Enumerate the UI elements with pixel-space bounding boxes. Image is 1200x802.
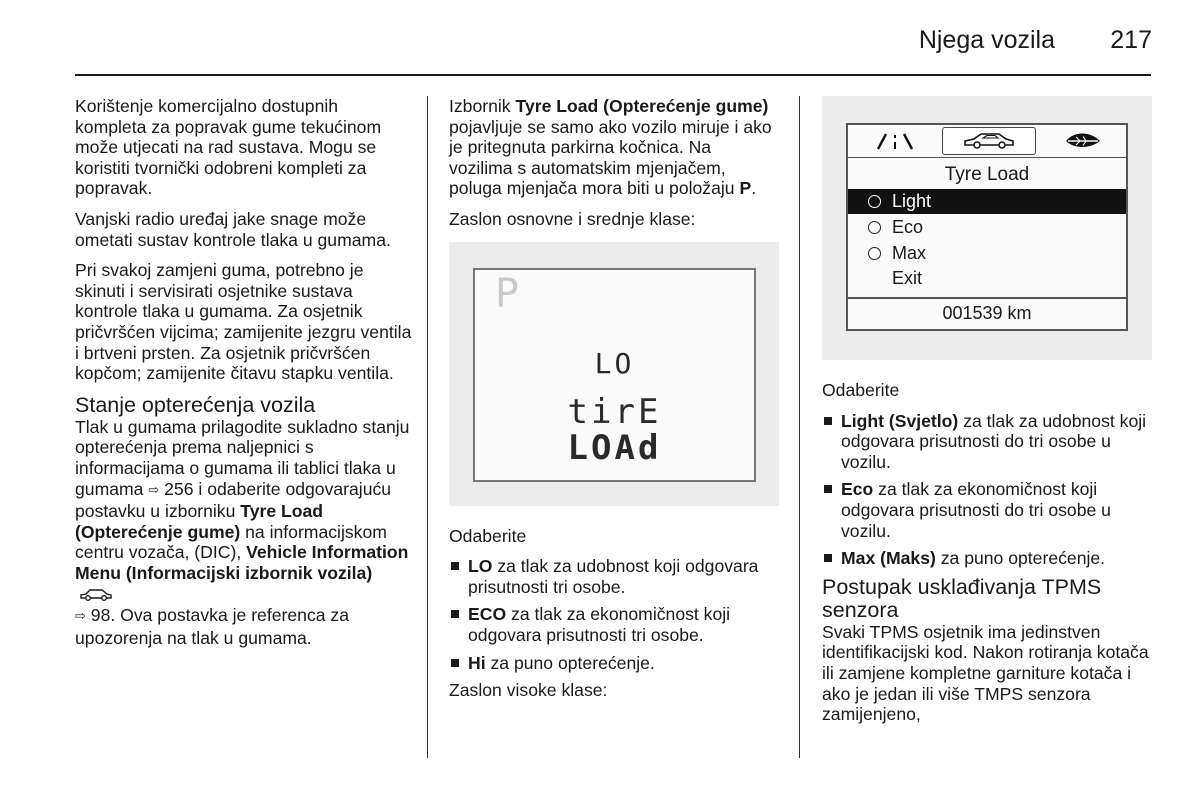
lcd-load-text: LOAd <box>567 427 662 468</box>
page-reference-98[interactable]: 98 <box>90 605 111 626</box>
display-divider <box>848 297 1126 299</box>
header-divider <box>75 74 1151 76</box>
display-option-light: Light <box>848 189 1126 214</box>
display-option-eco: Eco <box>848 215 1126 240</box>
lcd-screen <box>473 268 756 482</box>
paragraph-tpms: Svaki TPMS osjetnik ima jedinstven identifikacijski kod. Nakon rotiranja kotača ili zamjene kompletne garniture kotača i ako je jedan ili više TMPS senzora zamijenjeno, <box>822 621 1149 725</box>
display-tab-bar <box>848 125 1126 158</box>
page-header-title: Njega vozila <box>918 26 1055 54</box>
eco-leaf-icon <box>1058 127 1108 155</box>
car-icon <box>79 585 113 606</box>
caption-basic-display: Zaslon osnovne i srednje klase: <box>449 208 696 229</box>
column-1 <box>75 96 413 658</box>
column-divider-1 <box>427 96 428 758</box>
paragraph-repair-kit: Korištenje komercijalno dostupnih kompleta za popravak gume tekućinom može utjecati na rad sustava. Mogu se koristiti tvornički odobreni kompleti za popravak. <box>75 96 382 199</box>
column-divider-2 <box>799 96 800 758</box>
display-odometer: 001539 km <box>942 303 1032 323</box>
radio-icon <box>868 247 881 260</box>
caption-high-display: Zaslon visoke klase: <box>449 680 608 701</box>
lcd-lo-text: LO <box>594 346 635 380</box>
car-icon <box>942 127 1036 155</box>
road-icon <box>870 127 920 155</box>
page-reference-256[interactable]: 256 <box>164 478 194 499</box>
paragraph-load-state: Tlak u gumama prilagodite sukladno stanju opterećenja prema naljepnici s informacijama o gumama ili tablici tlaka u gumama ⇨ 256 i odaberite odgovarajuću postavku u izborniku Tyre Load (Opterećenje gume) na informacijskom centru vozača, (DIC), Vehicle Information Menu (Informacijski izbornik vozila) ⇨ 98. Ova postavka je referenca za upozorenja na tlak u gumama. <box>75 416 410 648</box>
list-item: Eco za tlak za ekonomičnost koji odgovara prisutnosti do tri osobe u vozilu. <box>822 479 1152 541</box>
list-item: ECO za tlak za ekonomičnost koji odgovara prisutnosti tri osobe. <box>449 604 779 645</box>
select-label: Odaberite <box>449 525 527 546</box>
column-3 <box>822 96 1152 735</box>
list-item: LO za tlak za udobnost koji odgovara prisutnosti tri osobe. <box>449 556 779 597</box>
menu-name-vehicle-information: Vehicle Information Menu (Informacijski izbornik vozila) <box>75 542 409 583</box>
section-heading-load-state: Stanje opterećenja vozila <box>75 392 316 417</box>
page-reference-arrow-icon: ⇨ <box>148 481 160 497</box>
list-item: Light (Svjetlo) za tlak za udobnost koji odgovara prisutnosti do tri osobe u vozilu. <box>822 411 1152 473</box>
paragraph-sensor-service: Pri svakoj zamjeni guma, potrebno je skinuti i servisirati osjetnike sustava kontrole tlaka u gumama. Za osjetnik pričvršćen vijcima; zamijenite jezgru ventila i brtveni prsten. Za osjetnik pričvršćen kopčom; zamijenite čitavu stapku ventila. <box>75 260 412 384</box>
list-item: Max (Maks) za puno opterećenje. <box>822 548 1152 569</box>
list-item: Hi za puno opterećenje. <box>449 653 779 674</box>
page-reference-arrow-icon: ⇨ <box>75 608 86 624</box>
section-heading-tpms: Postupak usklađivanja TPMS senzora <box>822 574 1102 622</box>
lcd-gear-indicator: P <box>495 270 523 317</box>
paragraph-radio-interference: Vanjski radio uređaj jake snage može ometati sustav kontrole tlaka u gumama. <box>75 208 391 250</box>
option-list-basic <box>449 556 779 673</box>
paragraph-tyre-load-menu: Izbornik Tyre Load (Opterećenje gume) pojavljuje se samo ako vozilo miruje i ako je pritegnuta parkirna kočnica. Na vozilima s automatskim mjenjačem, poluga mjenjača mora biti u položaju P. <box>449 96 772 199</box>
graphic-display-figure <box>822 96 1152 360</box>
lcd-tire-text: tirE <box>567 391 662 432</box>
display-menu-title: Tyre Load <box>944 164 1030 185</box>
display-option-max: Max <box>848 241 1126 266</box>
select-label: Odaberite <box>822 380 900 400</box>
page-number: 217 <box>1110 26 1152 54</box>
column-2 <box>449 96 779 711</box>
menu-name-tyre-load: Tyre Load (Opterećenje gume) <box>75 501 324 542</box>
lcd-display-figure <box>449 242 779 506</box>
display-option-exit: Exit <box>892 268 923 288</box>
graphic-display-screen <box>846 123 1128 331</box>
radio-icon <box>868 195 881 208</box>
radio-icon <box>868 221 881 234</box>
option-list-high <box>822 411 1152 569</box>
